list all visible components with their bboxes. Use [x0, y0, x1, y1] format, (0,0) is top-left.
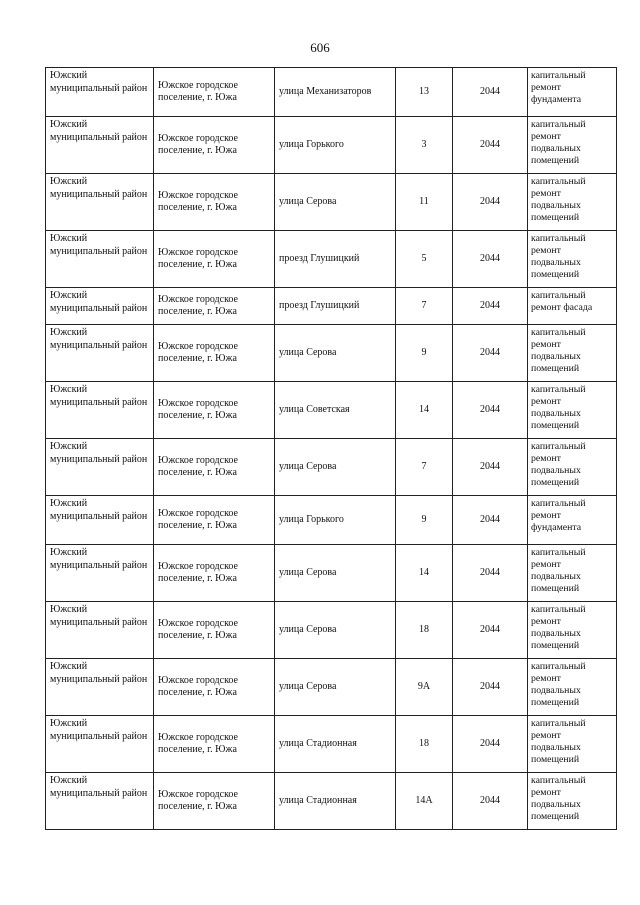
work-type-cell: капитальный ремонт подвальных помещений — [528, 773, 617, 830]
district-cell: Южский муниципальный район — [46, 716, 154, 773]
table-row — [46, 325, 617, 382]
house-cell: 14 — [396, 545, 453, 602]
year-cell: 2044 — [453, 773, 528, 830]
work-type-cell: капитальный ремонт подвальных помещений — [528, 716, 617, 773]
district-cell: Южский муниципальный район — [46, 496, 154, 545]
house-cell: 14 — [396, 382, 453, 439]
table-row — [46, 602, 617, 659]
district-cell: Южский муниципальный район — [46, 659, 154, 716]
settlement-cell: Южское городское поселение, г. Южа — [154, 231, 275, 288]
settlement-cell: Южское городское поселение, г. Южа — [154, 174, 275, 231]
year-cell: 2044 — [453, 496, 528, 545]
settlement-cell: Южское городское поселение, г. Южа — [154, 382, 275, 439]
street-cell: улица Стадионная — [275, 773, 396, 830]
table-row — [46, 117, 617, 174]
year-cell: 2044 — [453, 231, 528, 288]
district-cell: Южский муниципальный район — [46, 773, 154, 830]
street-cell: улица Механизаторов — [275, 68, 396, 117]
table-row — [46, 439, 617, 496]
district-cell: Южский муниципальный район — [46, 288, 154, 325]
table-row — [46, 659, 617, 716]
district-cell: Южский муниципальный район — [46, 602, 154, 659]
table-row — [46, 231, 617, 288]
work-type-cell: капитальный ремонт фасада — [528, 288, 617, 325]
settlement-cell: Южское городское поселение, г. Южа — [154, 659, 275, 716]
year-cell: 2044 — [453, 716, 528, 773]
street-cell: проезд Глушицкий — [275, 288, 396, 325]
street-cell: улица Советская — [275, 382, 396, 439]
house-cell: 3 — [396, 117, 453, 174]
year-cell: 2044 — [453, 288, 528, 325]
year-cell: 2044 — [453, 545, 528, 602]
house-cell: 18 — [396, 602, 453, 659]
work-type-cell: капитальный ремонт фундамента — [528, 68, 617, 117]
street-cell: улица Серова — [275, 174, 396, 231]
house-cell: 18 — [396, 716, 453, 773]
work-type-cell: капитальный ремонт подвальных помещений — [528, 439, 617, 496]
settlement-cell: Южское городское поселение, г. Южа — [154, 545, 275, 602]
district-cell: Южский муниципальный район — [46, 439, 154, 496]
work-type-cell: капитальный ремонт фундамента — [528, 496, 617, 545]
year-cell: 2044 — [453, 325, 528, 382]
year-cell: 2044 — [453, 117, 528, 174]
settlement-cell: Южское городское поселение, г. Южа — [154, 602, 275, 659]
settlement-cell: Южское городское поселение, г. Южа — [154, 439, 275, 496]
district-cell: Южский муниципальный район — [46, 117, 154, 174]
table-row — [46, 382, 617, 439]
street-cell: проезд Глушицкий — [275, 231, 396, 288]
house-cell: 9А — [396, 659, 453, 716]
page-number: 606 — [310, 40, 330, 55]
settlement-cell: Южское городское поселение, г. Южа — [154, 773, 275, 830]
street-cell: улица Стадионная — [275, 716, 396, 773]
street-cell: улица Серова — [275, 602, 396, 659]
table-row — [46, 773, 617, 830]
street-cell: улица Серова — [275, 325, 396, 382]
year-cell: 2044 — [453, 439, 528, 496]
work-type-cell: капитальный ремонт подвальных помещений — [528, 174, 617, 231]
work-type-cell: капитальный ремонт подвальных помещений — [528, 382, 617, 439]
work-type-cell: капитальный ремонт подвальных помещений — [528, 231, 617, 288]
district-cell: Южский муниципальный район — [46, 68, 154, 117]
street-cell: улица Серова — [275, 659, 396, 716]
table-row — [46, 68, 617, 117]
table-row — [46, 288, 617, 325]
table-row — [46, 496, 617, 545]
year-cell: 2044 — [453, 68, 528, 117]
settlement-cell: Южское городское поселение, г. Южа — [154, 288, 275, 325]
settlement-cell: Южское городское поселение, г. Южа — [154, 117, 275, 174]
house-cell: 13 — [396, 68, 453, 117]
repair-schedule-table — [45, 67, 617, 830]
settlement-cell: Южское городское поселение, г. Южа — [154, 325, 275, 382]
district-cell: Южский муниципальный район — [46, 231, 154, 288]
settlement-cell: Южское городское поселение, г. Южа — [154, 716, 275, 773]
district-cell: Южский муниципальный район — [46, 174, 154, 231]
street-cell: улица Горького — [275, 496, 396, 545]
house-cell: 9 — [396, 325, 453, 382]
house-cell: 11 — [396, 174, 453, 231]
district-cell: Южский муниципальный район — [46, 325, 154, 382]
table-row — [46, 174, 617, 231]
year-cell: 2044 — [453, 174, 528, 231]
settlement-cell: Южское городское поселение, г. Южа — [154, 68, 275, 117]
house-cell: 5 — [396, 231, 453, 288]
street-cell: улица Серова — [275, 439, 396, 496]
house-cell: 7 — [396, 288, 453, 325]
work-type-cell: капитальный ремонт подвальных помещений — [528, 602, 617, 659]
table-row — [46, 716, 617, 773]
year-cell: 2044 — [453, 659, 528, 716]
district-cell: Южский муниципальный район — [46, 382, 154, 439]
table-row — [46, 545, 617, 602]
house-cell: 9 — [396, 496, 453, 545]
district-cell: Южский муниципальный район — [46, 545, 154, 602]
work-type-cell: капитальный ремонт подвальных помещений — [528, 117, 617, 174]
street-cell: улица Серова — [275, 545, 396, 602]
street-cell: улица Горького — [275, 117, 396, 174]
year-cell: 2044 — [453, 602, 528, 659]
house-cell: 14А — [396, 773, 453, 830]
year-cell: 2044 — [453, 382, 528, 439]
house-cell: 7 — [396, 439, 453, 496]
work-type-cell: капитальный ремонт подвальных помещений — [528, 325, 617, 382]
work-type-cell: капитальный ремонт подвальных помещений — [528, 545, 617, 602]
settlement-cell: Южское городское поселение, г. Южа — [154, 496, 275, 545]
work-type-cell: капитальный ремонт подвальных помещений — [528, 659, 617, 716]
